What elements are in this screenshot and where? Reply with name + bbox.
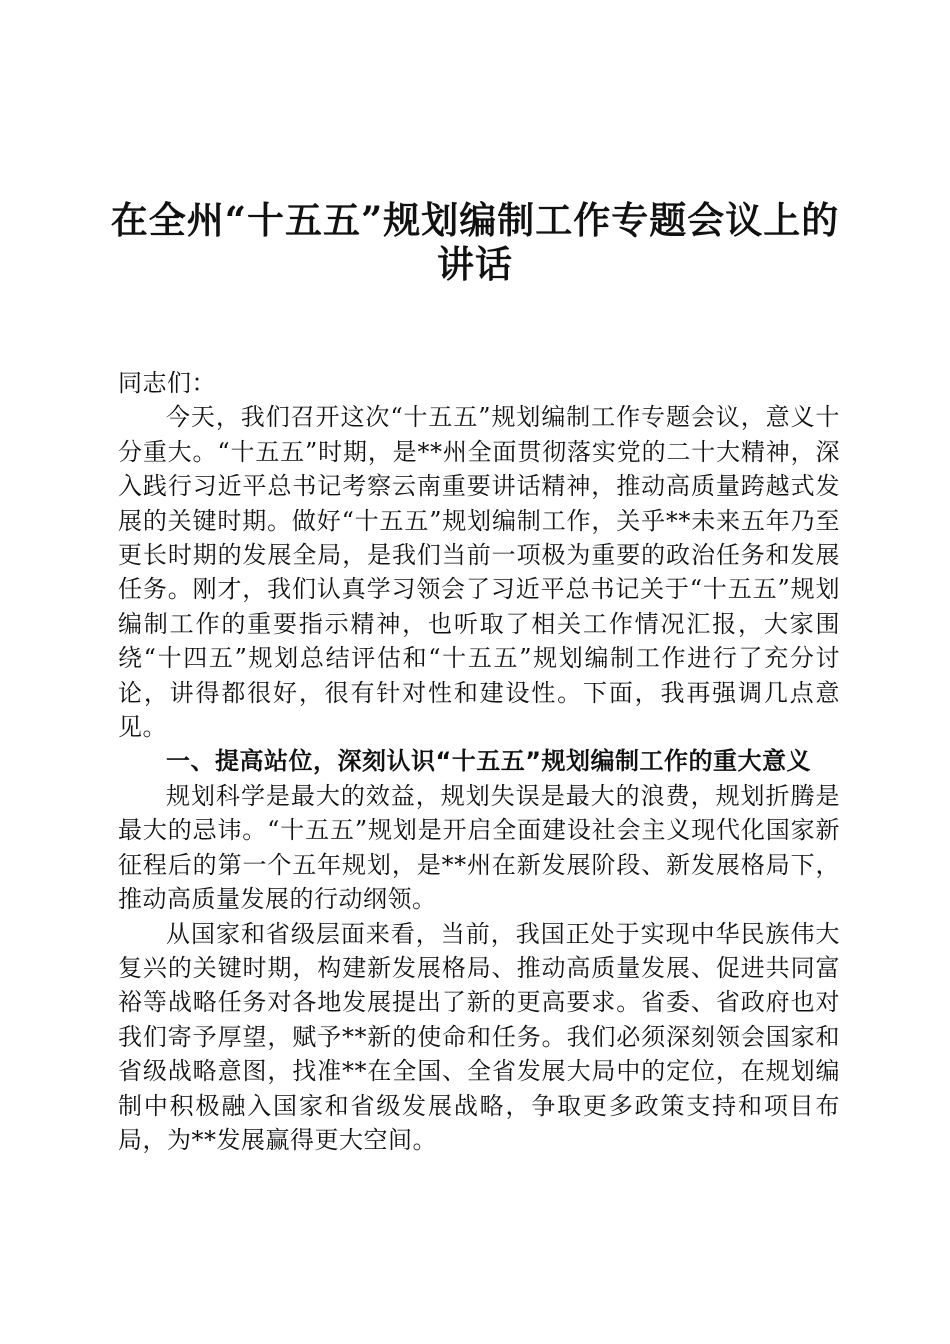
opening-paragraph: 今天，我们召开这次“十五五”规划编制工作专题会议，意义十分重大。“十五五”时期，是**州全面贯彻落实党的二十大精神，深入践行习近平总书记考察云南重要讲话精神，推动高质量跨越式发展的关键时期。做好“十五五”规划编制工作，关乎**未来五年乃至更长时期的发展全局，是我们当前一项极为重要的政治任务和发展任务。刚才，我们认真学习领会了习近平总书记关于“十五五”规划编制工作的重要指示精神，也听取了相关工作情况汇报，大家围绕“十四五”规划总结评估和“十五五”规划编制工作进行了充分讨论，讲得都很好，很有针对性和建设性。下面，我再强调几点意见。 <box>118 403 840 742</box>
section-1-paragraph-2: 从国家和省级层面来看，当前，我国正处于实现中华民族伟大复兴的关键时期，构建新发展格局、推动高质量发展、促进共同富裕等战略任务对各地发展提出了新的更高要求。省委、省政府也对我们寄予厚望，赋予**新的使命和任务。我们必须深刻领会国家和省级战略意图，找准**在全国、全省发展大局中的定位，在规划编制中积极融入国家和省级发展战略，争取更多政策支持和项目布局，为**发展赢得更大空间。 <box>118 919 840 1154</box>
section-1-heading: 一、提高站位，深刻认识“十五五”规划编制工作的重大意义 <box>166 747 812 776</box>
document-body <box>118 366 840 1157</box>
document-title-line1: 在全州“十五五”规划编制工作专题会议上的 <box>110 198 840 242</box>
document-title-line2: 讲话 <box>437 242 513 286</box>
salutation: 同志们： <box>118 369 216 397</box>
section-1-paragraph-1: 规划科学是最大的效益，规划失误是最大的浪费，规划折腾是最大的忌讳。“十五五”规划是开启全面建设社会主义现代化国家新征程后的第一个五年规划，是**州在新发展阶段、新发展格局下，推动高质量发展的行动纲领。 <box>118 781 840 914</box>
